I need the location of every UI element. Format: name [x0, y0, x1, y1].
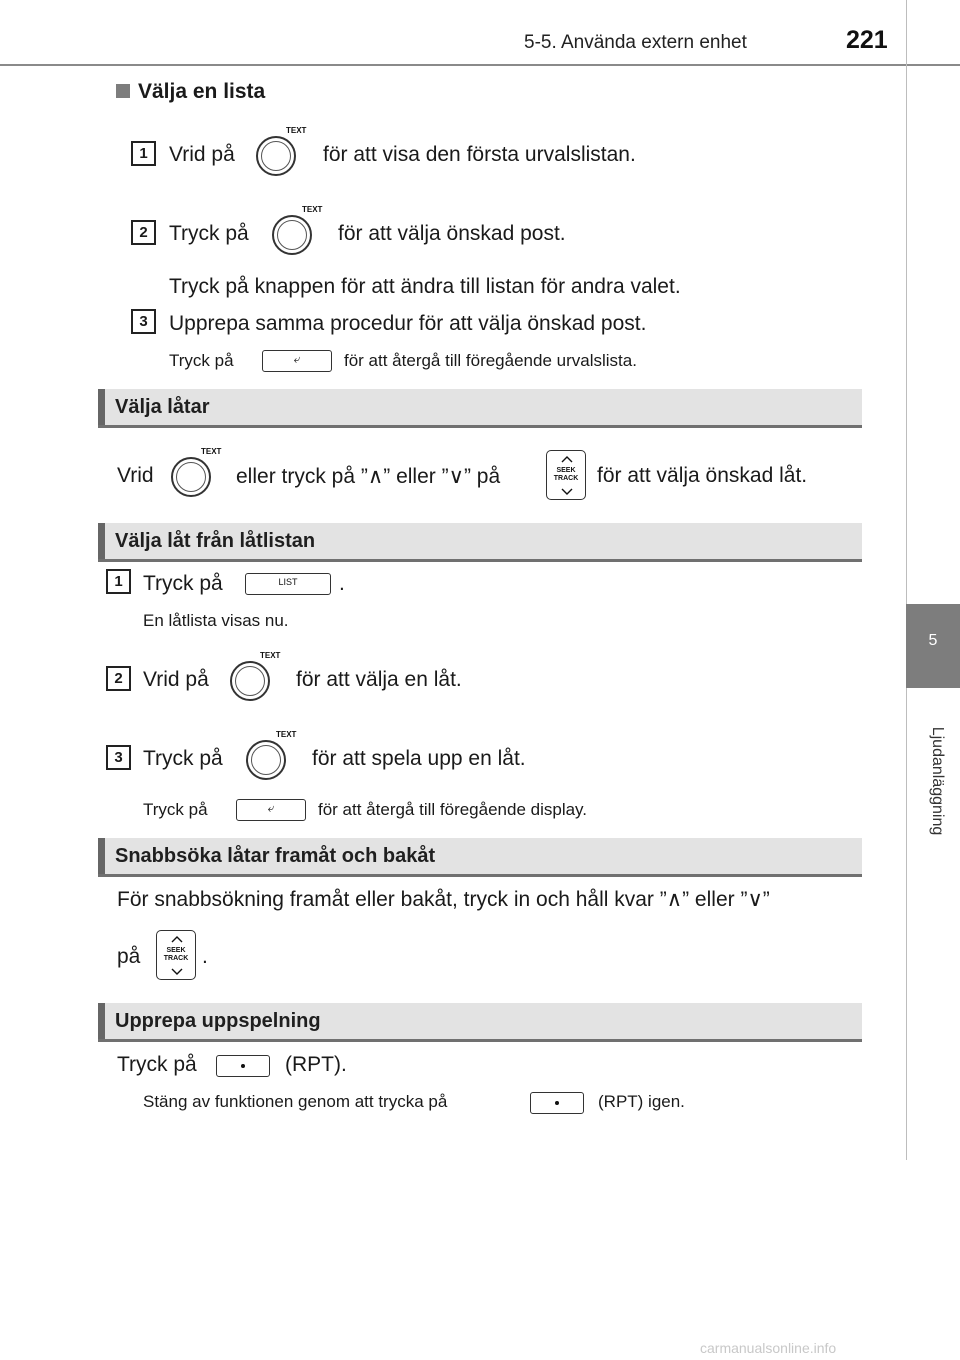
body-text: på: [117, 945, 141, 968]
step-number: 2: [131, 220, 156, 245]
back-button-icon: ⤶: [262, 350, 332, 372]
step-text: .: [339, 572, 345, 595]
step-text: Vrid på: [143, 668, 209, 691]
step-text: Tryck på knappen för att ändra till listan för andra valet.: [169, 275, 681, 298]
tune-knob-icon: TEXT: [171, 451, 221, 497]
body-text: eller tryck på ”∧” eller ”∨” på: [236, 465, 501, 488]
body-text: För snabbsökning framåt eller bakåt, tryck in och håll kvar ”∧” eller ”∨”: [117, 888, 770, 911]
back-button-icon: ⤶: [236, 799, 306, 821]
step-text: Tryck på: [169, 222, 249, 245]
list-section-heading: [116, 80, 265, 104]
body-text: .: [202, 945, 208, 968]
seek-track-button-icon: SEEK TRACK: [156, 930, 196, 980]
step-number: 1: [131, 141, 156, 166]
chapter-tab[interactable]: [906, 604, 960, 688]
chapter-number: 5: [928, 632, 938, 649]
section-title: Välja låt från låtlistan: [115, 530, 316, 552]
tune-knob-icon: TEXT: [230, 655, 280, 701]
section-header: 5-5. Använda extern enhet: [524, 32, 747, 53]
step-text: Upprepa samma procedur för att välja önskad post.: [169, 312, 647, 335]
note-text: (RPT) igen.: [598, 1092, 685, 1111]
step-text: Tryck på: [143, 572, 223, 595]
step-text: för att visa den första urvalslistan.: [323, 143, 636, 166]
seek-track-button-icon: SEEK TRACK: [546, 450, 586, 500]
step-text: för att välja önskad post.: [338, 222, 566, 245]
tune-knob-icon: TEXT: [256, 130, 306, 176]
page-number: 221: [846, 26, 888, 54]
step-number: 3: [106, 745, 131, 770]
chapter-label: Ljudanläggning: [929, 726, 946, 836]
body-text: för att välja önskad låt.: [597, 464, 808, 487]
square-bullet-icon: [116, 84, 130, 98]
header-rule: [0, 64, 960, 66]
list-section-title: Välja en lista: [138, 80, 266, 103]
note-text: En låtlista visas nu.: [143, 611, 289, 630]
section-bar: [98, 838, 862, 874]
note-text: Tryck på: [143, 800, 208, 819]
tune-knob-icon: TEXT: [272, 209, 322, 255]
step-number: 1: [106, 569, 131, 594]
section-bar: [98, 389, 862, 425]
note-text: för att återgå till föregående urvalslista.: [344, 351, 637, 370]
note-text: för att återgå till föregående display.: [318, 800, 588, 819]
section-title: Välja låtar: [115, 396, 210, 418]
body-text: (RPT).: [285, 1053, 347, 1076]
side-rule: [906, 0, 907, 1160]
body-text: Vrid: [117, 464, 154, 487]
section-title: Upprepa uppspelning: [115, 1010, 321, 1032]
section-bar: [98, 523, 862, 559]
step-text: för att spela upp en låt.: [312, 747, 526, 770]
note-text: Stäng av funktionen genom att trycka på: [143, 1092, 448, 1111]
body-text: Tryck på: [117, 1053, 197, 1076]
rpt-button-icon: [530, 1092, 584, 1114]
step-number: 2: [106, 666, 131, 691]
section-bar: [98, 1003, 862, 1039]
section-title: Snabbsöka låtar framåt och bakåt: [115, 845, 436, 867]
rpt-button-icon: [216, 1055, 270, 1077]
watermark: carmanualsonline.info: [700, 1340, 837, 1356]
step-number: 3: [131, 309, 156, 334]
step-text: för att välja en låt.: [296, 668, 462, 691]
note-text: Tryck på: [169, 351, 234, 370]
tune-knob-icon: TEXT: [246, 734, 296, 780]
step-text: Tryck på: [143, 747, 223, 770]
step-text: Vrid på: [169, 143, 235, 166]
list-button-icon: LIST: [245, 573, 331, 595]
